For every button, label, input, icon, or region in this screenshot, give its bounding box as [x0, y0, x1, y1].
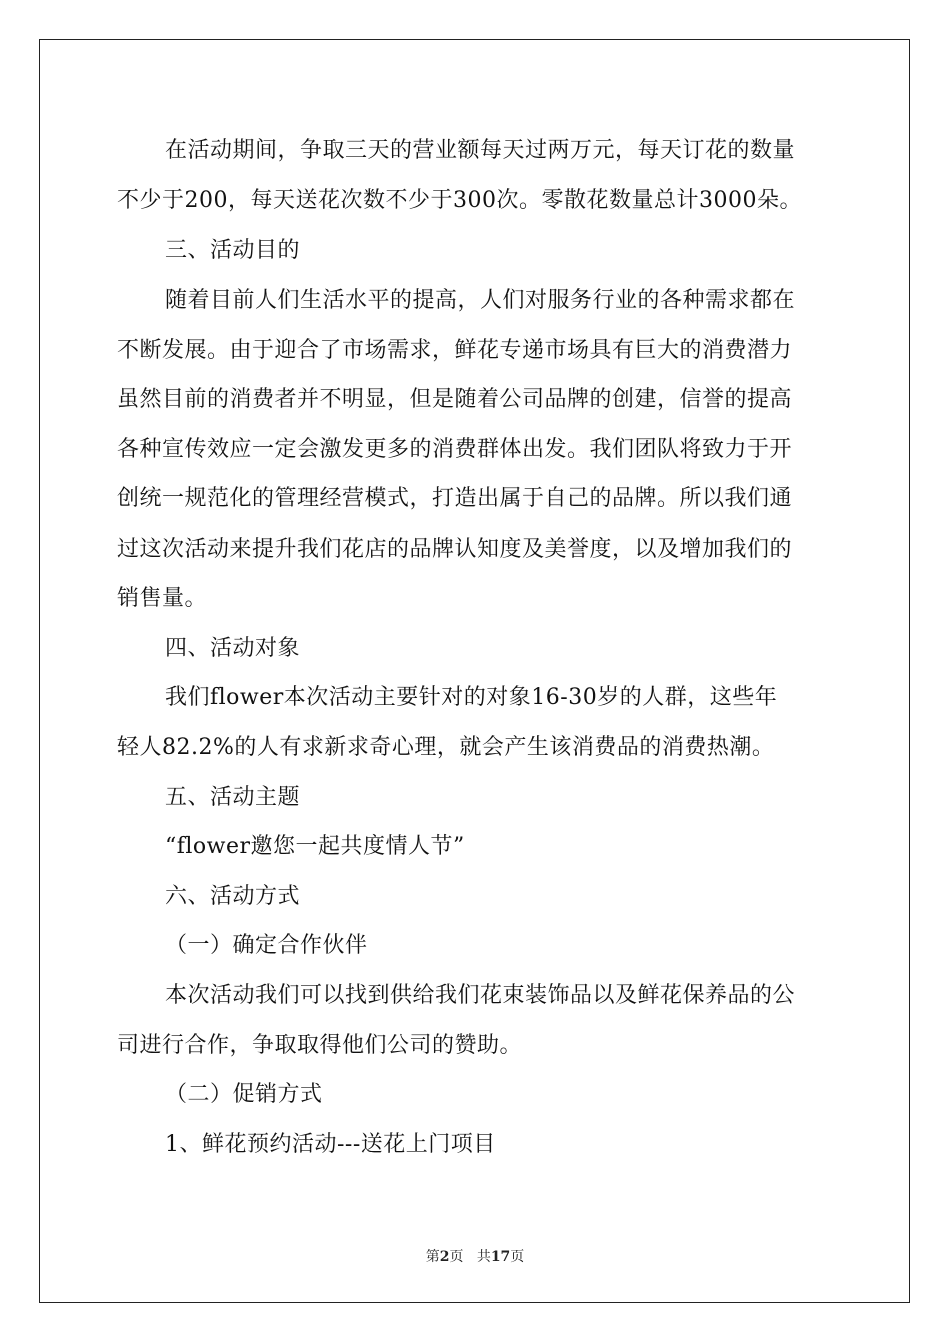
paragraph-line: 虽然目前的消费者并不明显，但是随着公司品牌的创建，信誉的提高	[117, 387, 793, 412]
paragraph-line: 创统一规范化的管理经营模式，打造出属于自己的品牌。所以我们通	[117, 486, 793, 511]
paragraph-line: 销售量。	[117, 586, 208, 611]
subsection-heading: （二）促销方式	[165, 1082, 323, 1107]
section-heading: 三、活动目的	[165, 238, 301, 263]
paragraph-line: 各种宣传效应一定会激发更多的消费群体出发。我们团队将致力于开	[117, 437, 793, 462]
paragraph-line: 轻人82.2%的人有求新求奇心理，就会产生该消费品的消费热潮。	[117, 735, 775, 760]
current-page-number: 2	[439, 1249, 450, 1265]
theme-line: “flower邀您一起共度情人节”	[165, 834, 465, 859]
section-heading: 六、活动方式	[165, 884, 301, 909]
paragraph-line: 本次活动我们可以找到供给我们花束装饰品以及鲜花保养品的公	[165, 983, 796, 1008]
list-item: 1、鲜花预约活动---送花上门项目	[165, 1132, 496, 1157]
paragraph-line: 过这次活动来提升我们花店的品牌认知度及美誉度，以及增加我们的	[117, 537, 793, 562]
paragraph-line: 我们flower本次活动主要针对的对象16-30岁的人群，这些年	[165, 685, 778, 710]
paragraph-line: 不断发展。由于迎合了市场需求，鲜花专递市场具有巨大的消费潜力	[117, 338, 793, 363]
paragraph-line: 随着目前人们生活水平的提高，人们对服务行业的各种需求都在	[165, 288, 796, 313]
footer-page-suffix: 页	[449, 1249, 464, 1265]
paragraph-line: 在活动期间，争取三天的营业额每天过两万元，每天订花的数量	[165, 138, 796, 163]
footer-total-suffix: 页	[510, 1249, 525, 1265]
page-border	[39, 39, 910, 1303]
paragraph-line: 司进行合作，争取取得他们公司的赞助。	[117, 1033, 523, 1058]
footer-total-prefix: 共	[476, 1249, 491, 1265]
page-footer	[0, 1248, 950, 1266]
footer-prefix: 第	[425, 1249, 440, 1265]
subsection-heading: （一）确定合作伙伴	[165, 933, 368, 958]
section-heading: 四、活动对象	[165, 636, 301, 661]
section-heading: 五、活动主题	[165, 785, 301, 810]
total-pages-number: 17	[490, 1249, 511, 1265]
paragraph-line: 不少于200，每天送花次数不少于300次。零散花数量总计3000朵。	[117, 188, 802, 213]
